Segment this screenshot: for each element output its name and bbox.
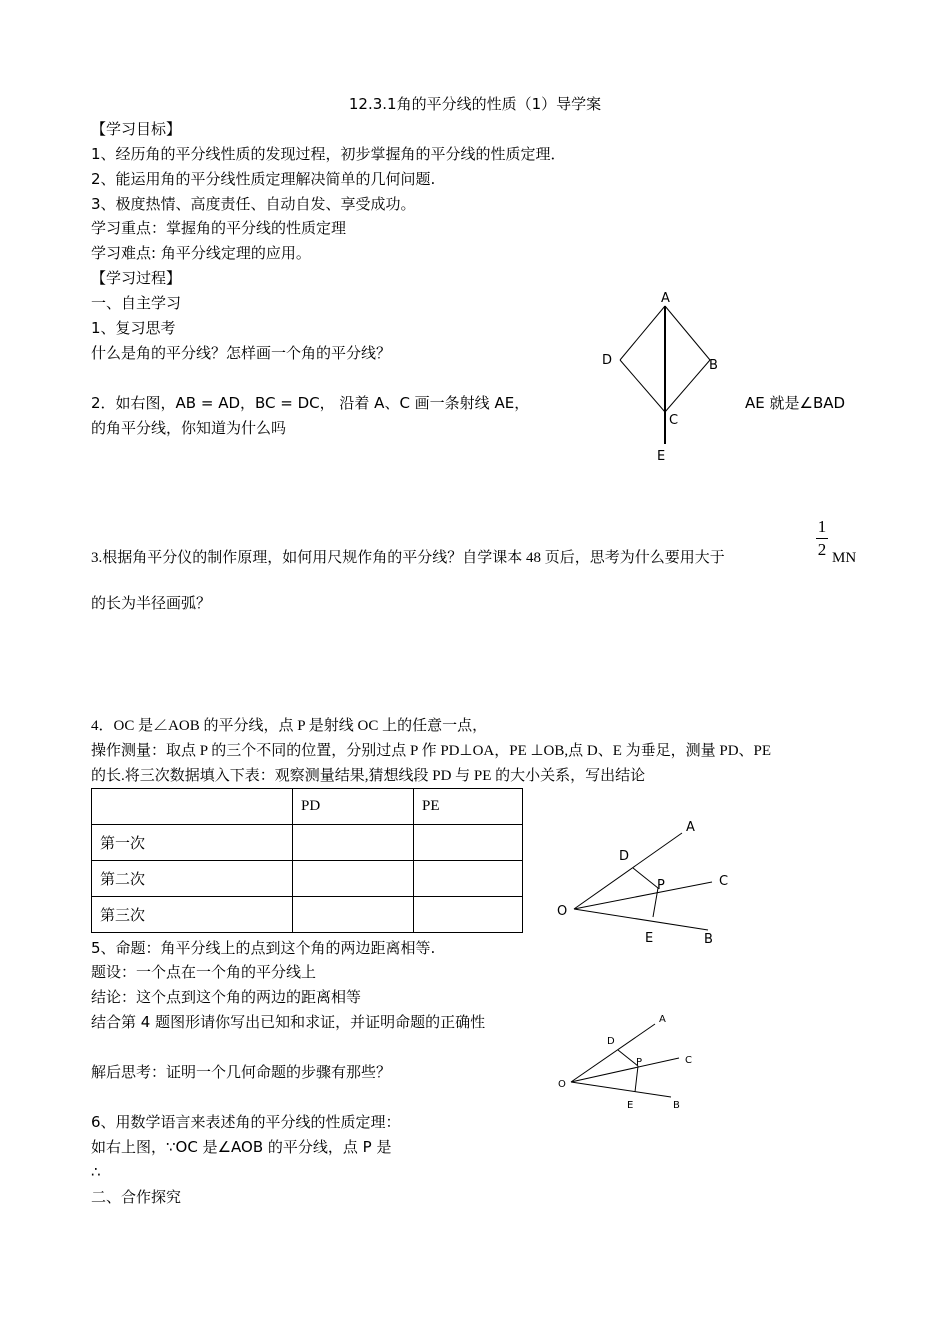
kite-label-b: B	[709, 358, 718, 373]
angle2-label-c: C	[685, 1055, 692, 1066]
q3-frac-num: 1	[817, 517, 827, 536]
table-row-label: 第一次	[92, 825, 293, 861]
table-header-pd: PD	[293, 789, 414, 825]
angle1-label-c: C	[719, 874, 729, 889]
goal-item-2: 2、能运用角的平分线性质定理解决简单的几何问题.	[91, 170, 436, 188]
q3-frac-den: 2	[817, 540, 827, 559]
table-header-cell	[92, 789, 293, 825]
angle2-label-e: E	[627, 1100, 634, 1111]
q1-title: 1、复习思考	[91, 319, 176, 337]
section1-heading: 一、自主学习	[91, 294, 182, 312]
angle2-label-o: O	[558, 1079, 566, 1090]
q5-reflect: 解后思考：证明一个几何命题的步骤有那些？	[91, 1063, 392, 1081]
q5-line3: 结论：这个点到这个角的两边的距离相等	[91, 988, 362, 1006]
q3-frac-bar	[816, 538, 828, 539]
q4-line3: 的长.将三次数据填入下表：观察测量结果,猜想线段 PD 与 PE 的大小关系，写出结论	[91, 768, 646, 784]
angle2-label-d: D	[607, 1036, 615, 1047]
measurement-table	[91, 788, 523, 933]
table-cell-pe	[414, 825, 523, 861]
table-cell-pd	[293, 825, 414, 861]
section2-heading: 二、合作探究	[91, 1188, 182, 1206]
angle1-label-a: A	[686, 820, 695, 835]
angle2-label-b: B	[673, 1100, 680, 1111]
kite-label-e: E	[657, 449, 666, 464]
q3-line2: 的长为半径画弧？	[91, 594, 212, 612]
q1-text: 什么是角的平分线？怎样画一个角的平分线？	[91, 344, 392, 362]
angle1-label-p: P	[657, 878, 665, 893]
goal-item-3: 3、极度热情、高度责任、自动自发、享受成功。	[91, 195, 416, 213]
angle-figure-1	[550, 812, 750, 952]
difficulty: 学习难点: 角平分线定理的应用。	[91, 244, 311, 262]
q3-line1: 3.根据角平分仪的制作原理，如何用尺规作角的平分线？自学课本 48 页后，思考为什么要用大于	[91, 550, 725, 566]
table-cell-pd	[293, 897, 414, 933]
table-row	[92, 825, 523, 861]
angle1-label-d: D	[619, 849, 630, 864]
q5-line4: 结合第 4 题图形请你写出已知和求证，并证明命题的正确性	[91, 1013, 486, 1031]
q3-mn: MN	[832, 550, 857, 566]
table-row-label: 第二次	[92, 861, 293, 897]
table-cell-pe	[414, 861, 523, 897]
q2-tail: AE 就是∠BAD	[745, 394, 846, 412]
kite-figure	[595, 288, 735, 468]
table-cell-pe	[414, 897, 523, 933]
kite-label-c: C	[669, 413, 679, 428]
table-row	[92, 861, 523, 897]
angle1-label-e: E	[645, 931, 654, 946]
q4-line2: 操作测量：取点 P 的三个不同的位置，分别过点 P 作 PD⊥OA，PE ⊥OB,点 D、E 为垂足，测量 PD、PE	[91, 743, 772, 759]
q2-line2: 的角平分线，你知道为什么吗	[91, 419, 287, 437]
q6-line3: ∴	[91, 1163, 101, 1181]
key-point: 学习重点：掌握角的平分线的性质定理	[91, 219, 347, 237]
q4-line1: 4．OC 是∠AOB 的平分线，点 P 是射线 OC 上的任意一点，	[91, 718, 488, 734]
q6-line1: 6、用数学语言来表述角的平分线的性质定理：	[91, 1113, 401, 1131]
process-heading: 【学习过程】	[91, 269, 182, 287]
table-header-pe: PE	[414, 789, 523, 825]
angle2-label-a: A	[659, 1014, 666, 1025]
q5-line1: 5、命题：角平分线上的点到这个角的两边距离相等.	[91, 939, 436, 957]
table-cell-pd	[293, 861, 414, 897]
table-row-label: 第三次	[92, 897, 293, 933]
q5-line2: 题设：一个点在一个角的平分线上	[91, 963, 317, 981]
angle1-label-o: O	[557, 904, 568, 919]
angle-figure-2	[555, 1008, 705, 1113]
table-row	[92, 897, 523, 933]
kite-label-a: A	[661, 291, 670, 306]
goals-heading: 【学习目标】	[91, 120, 182, 138]
goal-item-1: 1、经历角的平分线性质的发现过程，初步掌握角的平分线的性质定理．	[91, 145, 566, 163]
table-header-row	[92, 789, 523, 825]
kite-label-d: D	[602, 353, 613, 368]
angle1-label-b: B	[704, 932, 713, 947]
angle2-label-p: P	[636, 1057, 643, 1068]
page-title: 12.3.1角的平分线的性质（1）导学案	[348, 95, 602, 113]
q6-line2: 如右上图，∵OC 是∠AOB 的平分线，点 P 是	[91, 1138, 392, 1156]
q2-line1: 2．如右图，AB = AD，BC = DC， 沿着 A、C 画一条射线 AE，	[91, 394, 530, 412]
